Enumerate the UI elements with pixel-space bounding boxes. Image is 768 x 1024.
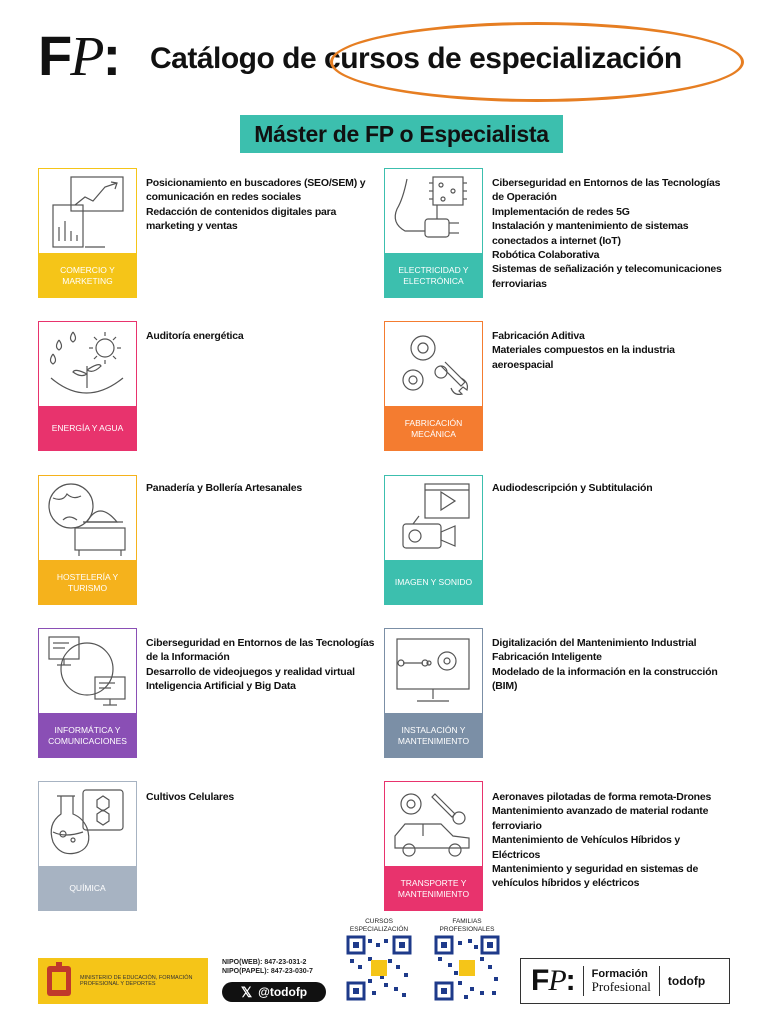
qr-label: CURSOS ESPECIALIZACIÓN <box>349 918 409 933</box>
family-card-hosteleria[interactable] <box>38 475 137 605</box>
camera-clapper-icon <box>385 476 482 560</box>
monitors-network-icon <box>39 629 136 713</box>
course-item[interactable]: Fabricación Inteligente <box>492 651 602 664</box>
family-label: TRANSPORTE Y MANTENIMIENTO <box>384 866 483 911</box>
course-list <box>492 481 730 495</box>
course-item[interactable]: Mantenimiento avanzado de material rodante ferroviario <box>492 805 709 832</box>
course-list <box>146 790 384 804</box>
sun-plant-icon <box>39 322 136 406</box>
course-item[interactable]: Audiodescripción y Subtitulación <box>492 482 653 494</box>
course-item[interactable]: Inteligencia Artificial y Big Data <box>146 680 296 693</box>
course-item[interactable]: Panadería y Bollería Artesanales <box>146 482 303 494</box>
brand-line-1: Formación <box>591 968 648 980</box>
nipo-paper: NIPO(PAPEL): 847-23-030-7 <box>222 968 313 975</box>
family-card-quimica[interactable] <box>38 781 137 911</box>
course-item[interactable]: Ciberseguridad en Entornos de las Tecnologías de la Información <box>146 637 375 664</box>
nipo-info <box>222 958 313 976</box>
course-list <box>146 636 384 694</box>
family-label: HOSTELERÍA Y TURISMO <box>38 560 137 605</box>
family-card-instalacion[interactable] <box>384 628 483 758</box>
course-item[interactable]: Materiales compuestos en la industria aeroespacial <box>492 344 675 371</box>
course-item[interactable]: Fabricación Aditiva <box>492 330 585 342</box>
globe-cloche-icon <box>39 476 136 560</box>
ministry-name: MINISTERIO DE EDUCACIÓN, FORMACIÓN PROFESIONAL Y DEPORTES <box>80 974 193 987</box>
course-item[interactable]: Posicionamiento en buscadores (SEO/SEM) y comunicación en redes sociales <box>146 177 366 204</box>
brand-line-2: Profesional <box>591 979 651 994</box>
family-label: COMERCIO Y MARKETING <box>38 253 137 298</box>
course-list <box>492 329 730 372</box>
social-handle-button[interactable] <box>222 982 326 1002</box>
course-item[interactable]: Mantenimiento de Vehículos Híbridos y Eléctricos <box>492 834 681 861</box>
car-gears-icon <box>385 782 482 866</box>
course-list <box>146 176 384 234</box>
family-label: INSTALACIÓN Y MANTENIMIENTO <box>384 713 483 758</box>
fp-brand-logo: FP: <box>531 964 575 997</box>
flask-molecule-icon <box>39 782 136 866</box>
family-label: IMAGEN Y SONIDO <box>384 560 483 605</box>
family-label: FABRICACIÓN MECÁNICA <box>384 406 483 451</box>
course-item[interactable]: Cultivos Celulares <box>146 791 235 803</box>
course-item[interactable]: Robótica Colaborativa <box>492 249 600 262</box>
coat-of-arms-icon <box>44 962 74 1000</box>
family-card-transporte[interactable] <box>384 781 483 911</box>
fp-brand-text <box>583 966 651 996</box>
family-card-comercio[interactable] <box>38 168 137 298</box>
course-item[interactable]: Ciberseguridad en Entornos de las Tecnologías de Operación <box>492 177 721 204</box>
family-label: QUÍMICA <box>38 866 137 911</box>
gears-wrench-icon <box>385 322 482 406</box>
course-item[interactable]: Desarrollo de videojuegos y realidad virtual <box>146 665 355 678</box>
family-label: INFORMÁTICA Y COMUNICACIONES <box>38 713 137 758</box>
course-item[interactable]: Sistemas de señalización y telecomunicaciones ferroviarias <box>492 263 722 290</box>
family-card-imagen[interactable] <box>384 475 483 605</box>
course-item[interactable]: Digitalización del Mantenimiento Industrial <box>492 637 697 649</box>
highlight-ellipse <box>330 22 744 102</box>
fp-logo: FP: <box>38 24 120 88</box>
todofp-label: todofp <box>659 966 705 996</box>
qr-code-icon <box>434 935 500 1001</box>
course-item[interactable]: Instalación y mantenimiento de sistemas conectados a internet (IoT) <box>492 220 689 247</box>
course-item[interactable]: Implementación de redes 5G <box>492 205 630 218</box>
family-label: ENERGÍA Y AGUA <box>38 406 137 451</box>
x-logo-icon: 𝕏 <box>240 983 253 1000</box>
course-list <box>492 176 730 291</box>
qr-code-icon <box>346 935 412 1001</box>
monitor-tools-icon <box>385 629 482 713</box>
qr-label: FAMILIAS PROFESIONALES <box>439 918 495 933</box>
family-label: ELECTRICIDAD Y ELECTRÓNICA <box>384 253 483 298</box>
section-banner-label: Máster de FP o Especialista <box>254 120 549 147</box>
family-card-electricidad[interactable] <box>384 168 483 298</box>
qr-familias[interactable] <box>432 918 502 1006</box>
page-title: Catálogo de cursos de especialización <box>150 42 682 75</box>
social-handle: @todofp <box>258 985 308 999</box>
qr-cursos[interactable] <box>344 918 414 1006</box>
family-card-informatica[interactable] <box>38 628 137 758</box>
course-item[interactable]: Modelado de la información en la construcción (BIM) <box>492 665 718 693</box>
course-list <box>492 636 730 694</box>
course-item[interactable]: Auditoría energética <box>146 330 244 342</box>
family-card-fabricacion[interactable] <box>384 321 483 451</box>
ministry-logo <box>38 958 208 1004</box>
course-list <box>146 481 384 495</box>
course-item[interactable]: Redacción de contenidos digitales para marketing y ventas <box>146 205 337 233</box>
circuit-plug-icon <box>385 169 482 253</box>
course-list <box>492 790 730 891</box>
page-header <box>38 22 748 102</box>
course-list <box>146 329 384 343</box>
section-banner <box>240 115 563 153</box>
chart-screen-icon <box>39 169 136 253</box>
course-item[interactable]: Mantenimiento y seguridad en sistemas de vehículos híbridos y eléctricos <box>492 863 699 890</box>
fp-brand-box[interactable] <box>520 958 730 1004</box>
family-card-energia[interactable] <box>38 321 137 451</box>
course-item[interactable]: Aeronaves pilotadas de forma remota-Drones <box>492 791 712 803</box>
nipo-web: NIPO(WEB): 847-23-031-2 <box>222 959 307 966</box>
